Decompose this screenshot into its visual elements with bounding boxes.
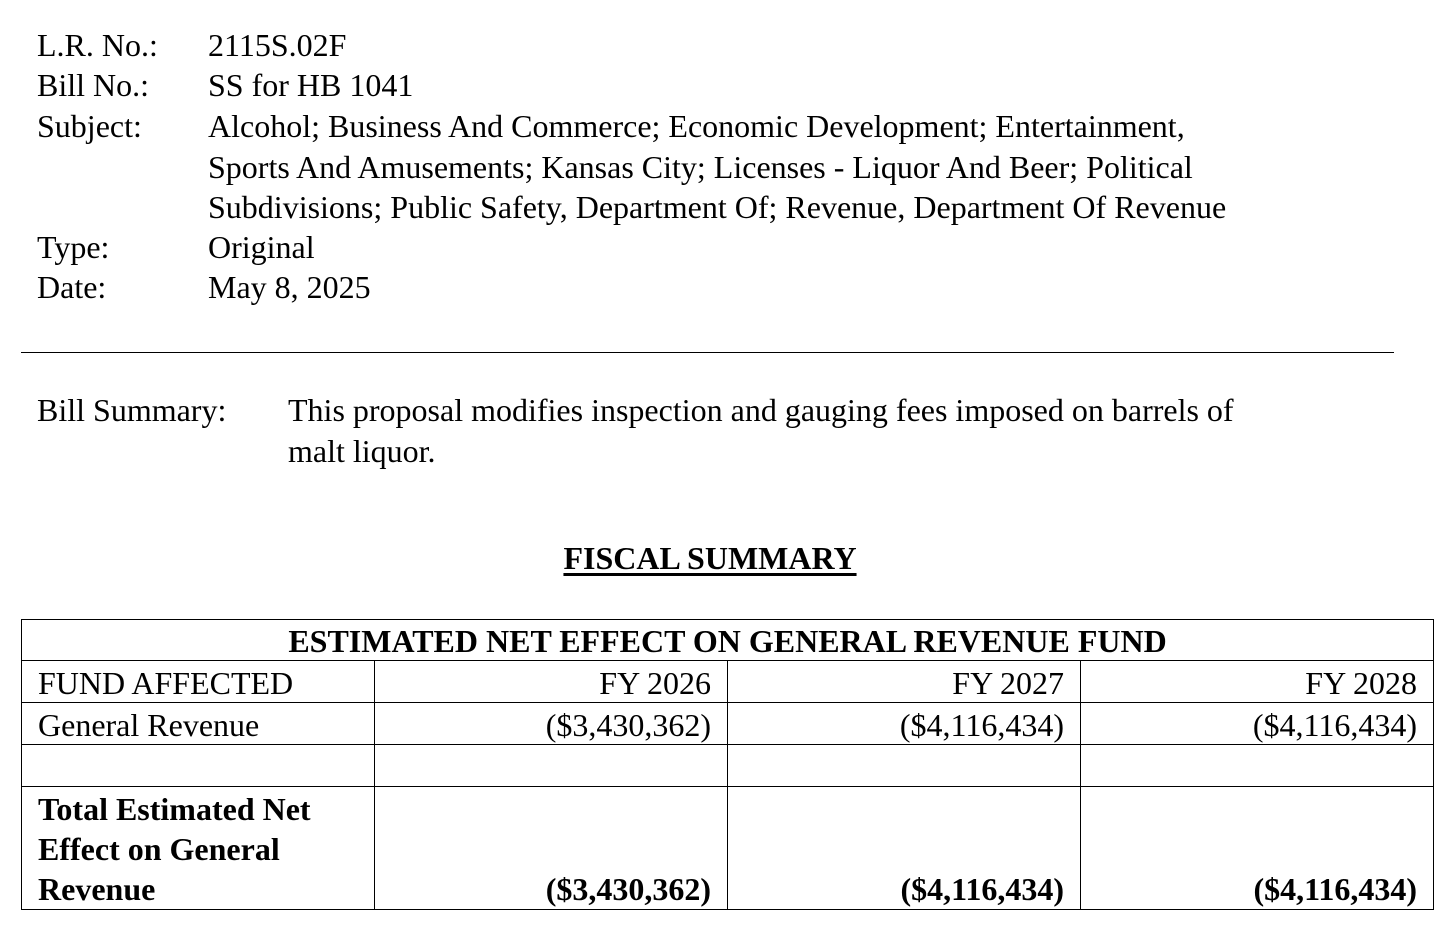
empty-row: [22, 745, 1434, 787]
total-label-line-1: Total Estimated Net: [38, 791, 311, 827]
date-label: Date:: [37, 269, 107, 305]
bill-summary-line-2: malt liquor.: [288, 432, 436, 469]
table-header-row: [22, 661, 1434, 703]
column-header-fy2026: FY 2026: [375, 661, 728, 703]
table-title: ESTIMATED NET EFFECT ON GENERAL REVENUE FUND: [22, 620, 1434, 661]
bill-summary-line-1: This proposal modifies inspection and gauging fees imposed on barrels of: [288, 392, 1234, 428]
column-header-fy2028: FY 2028: [1081, 661, 1434, 703]
total-row: [22, 787, 1434, 910]
empty-cell: [22, 745, 375, 787]
fy2028-cell: ($4,116,434): [1081, 703, 1434, 745]
column-header-fy2027: FY 2027: [728, 661, 1081, 703]
fiscal-summary-heading-text: FISCAL SUMMARY: [563, 540, 857, 576]
bill-no-value: SS for HB 1041: [208, 67, 414, 103]
type-value: Original: [208, 229, 315, 265]
empty-cell: [1081, 745, 1434, 787]
bill-summary-label: Bill Summary:: [37, 392, 227, 428]
type-label: Type:: [37, 229, 110, 265]
lr-no-label: L.R. No.:: [37, 27, 158, 63]
date-value: May 8, 2025: [208, 269, 371, 305]
empty-cell: [375, 745, 728, 787]
bill-summary-text: [288, 390, 1234, 471]
total-fy2028-cell: ($4,116,434): [1081, 787, 1434, 910]
total-label-line-3: Revenue: [38, 871, 156, 907]
fy2026-cell: ($3,430,362): [375, 703, 728, 745]
fund-name-cell: General Revenue: [22, 703, 375, 745]
horizontal-divider: [21, 352, 1394, 353]
fy2027-cell: ($4,116,434): [728, 703, 1081, 745]
bill-no-label: Bill No.:: [37, 67, 150, 103]
lr-no-value: 2115S.02F: [208, 27, 347, 63]
subject-line-2: Sports And Amusements; Kansas City; Licenses - Liquor And Beer; Political: [208, 148, 1193, 185]
total-label-line-2: Effect on General: [38, 831, 280, 867]
subject-line-3: Subdivisions; Public Safety, Department Of; Revenue, Department Of Revenue: [208, 189, 1227, 225]
table-title-row: [22, 620, 1434, 661]
empty-cell: [728, 745, 1081, 787]
column-header-fund: FUND AFFECTED: [22, 661, 375, 703]
total-fy2026-cell: ($3,430,362): [375, 787, 728, 910]
subject-label: Subject:: [37, 108, 142, 144]
total-label-cell: [22, 787, 375, 910]
subject-value: [208, 106, 1226, 228]
fiscal-summary-heading: [0, 538, 1420, 578]
total-fy2027-cell: ($4,116,434): [728, 787, 1081, 910]
fiscal-summary-table: [21, 619, 1434, 910]
table-row: [22, 703, 1434, 745]
subject-line-1: Alcohol; Business And Commerce; Economic Development; Entertainment,: [208, 108, 1185, 144]
